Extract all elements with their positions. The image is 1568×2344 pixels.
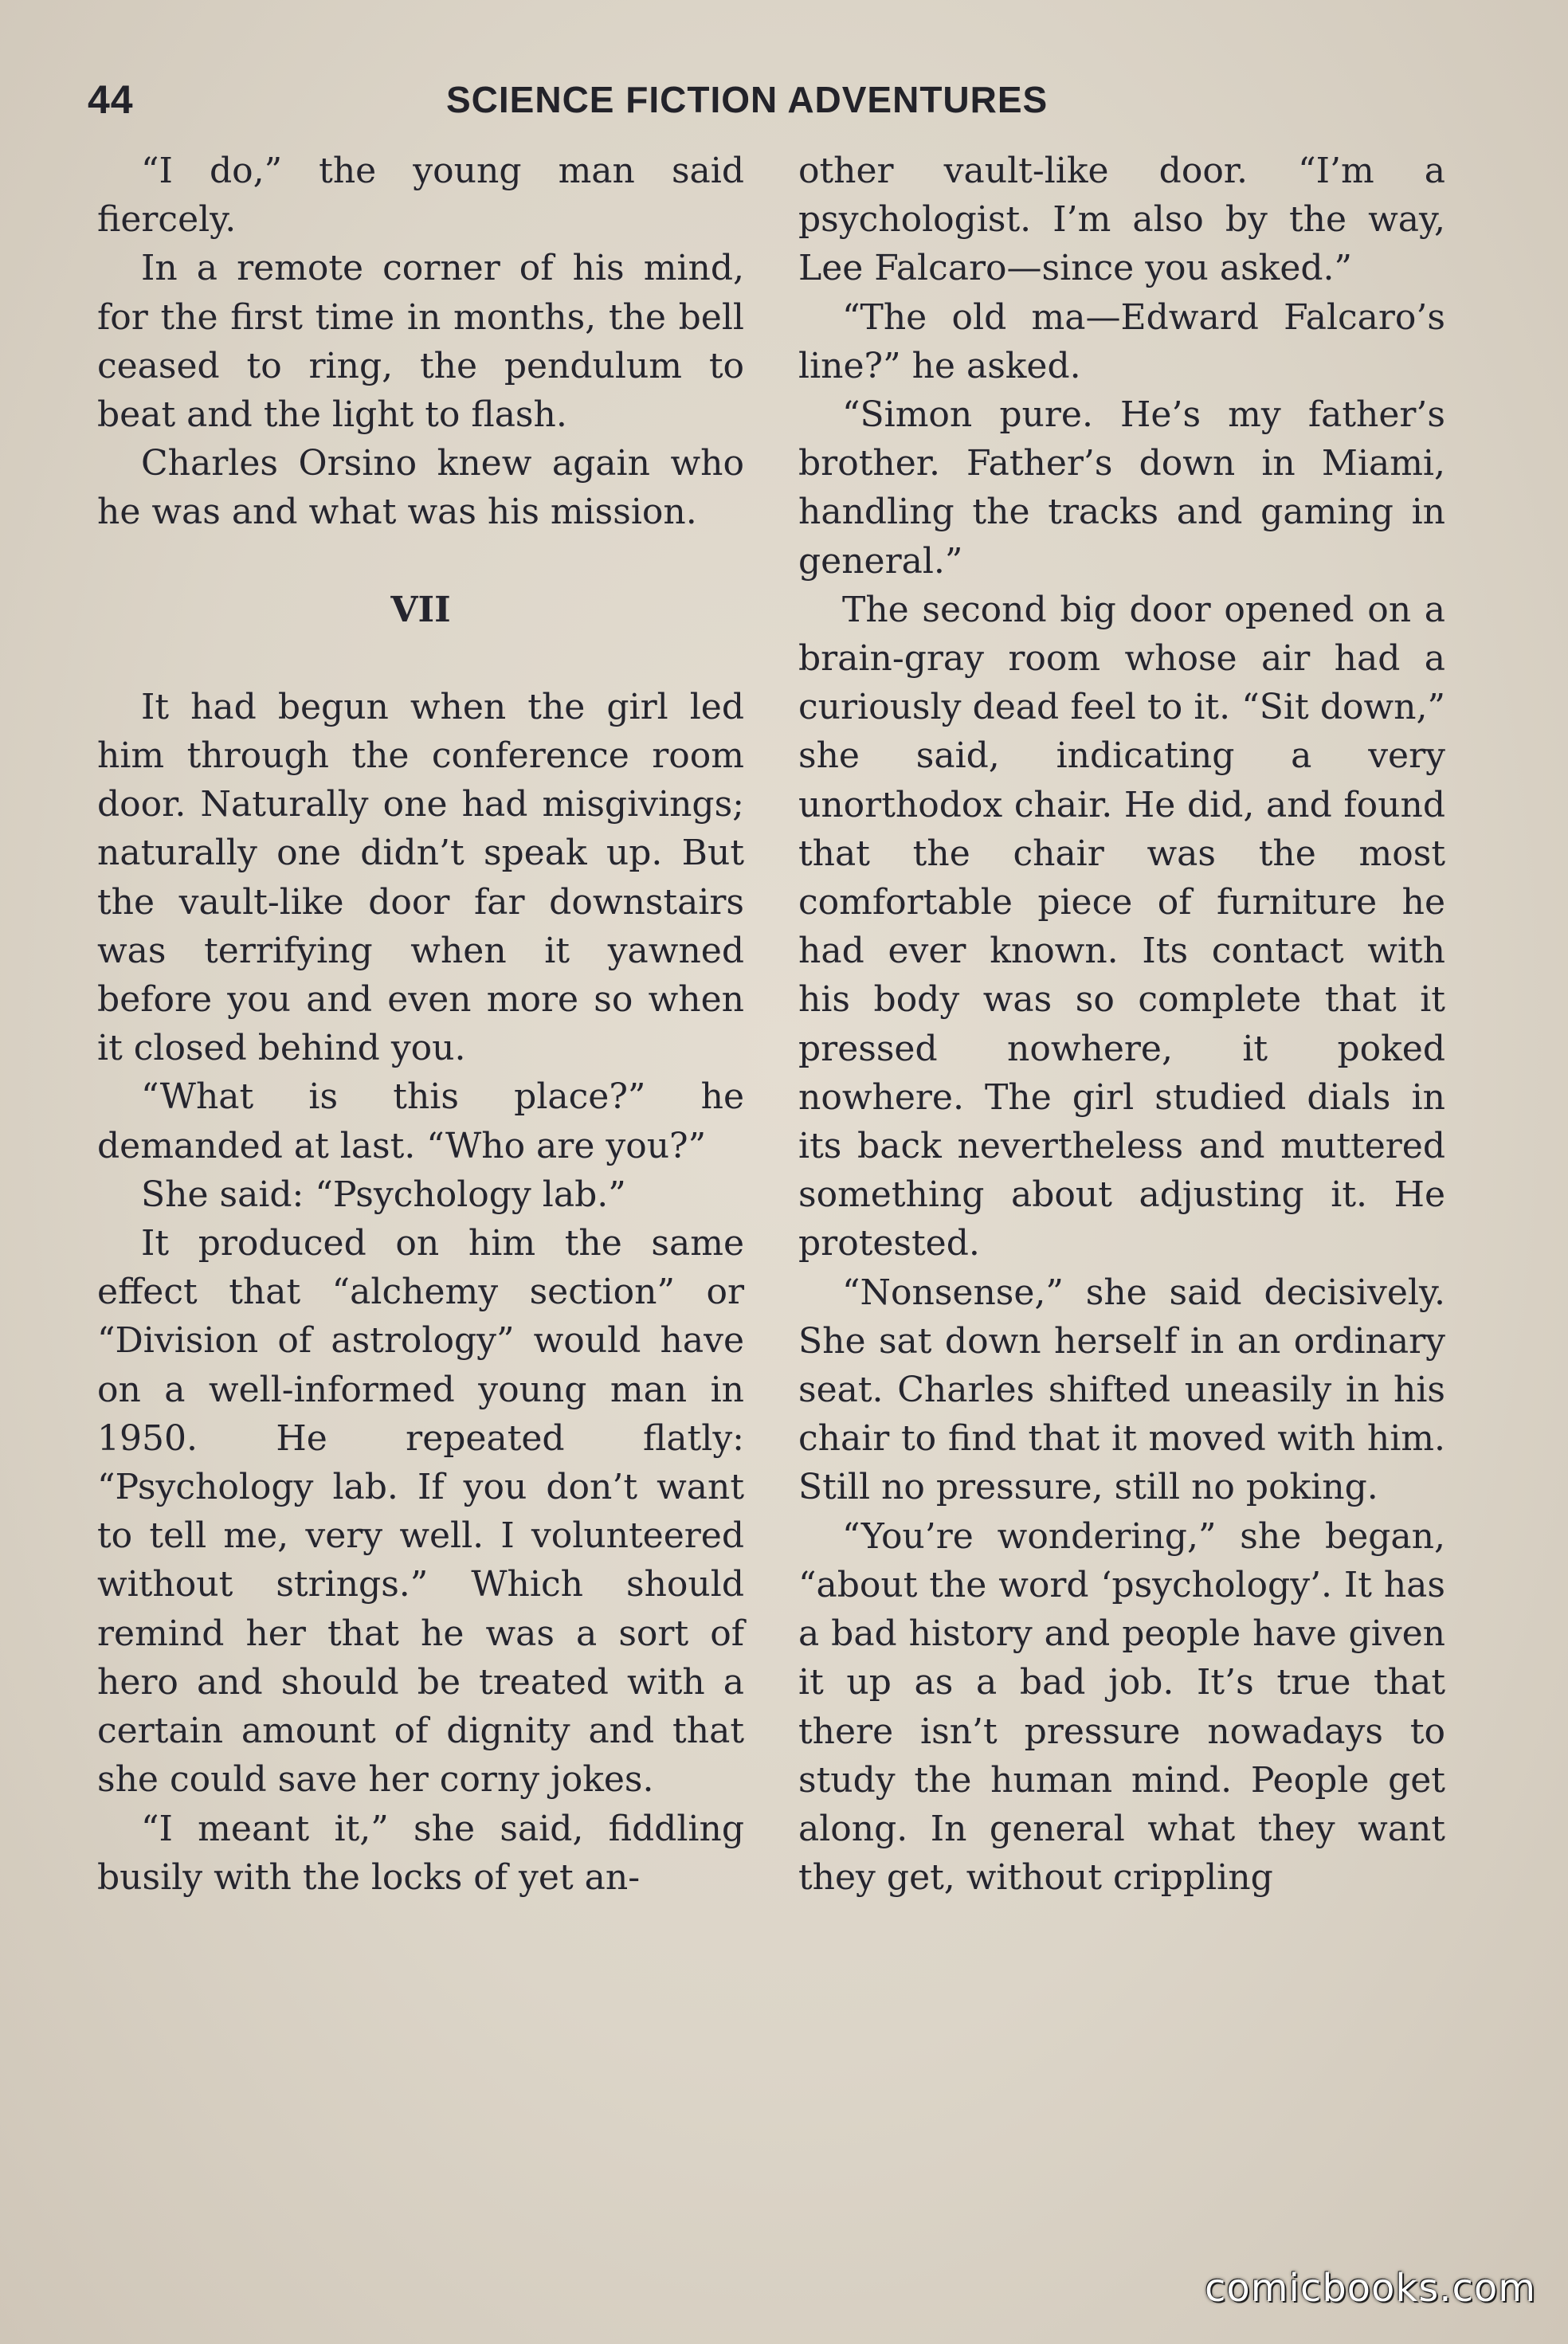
paragraph: “I meant it,” she said, fiddling busily with the locks of yet an- bbox=[97, 1808, 744, 1898]
paragraph: “Simon pure. He’s my father’s brother. Father’s down in Miami, handling the tracks and gaming in general.” bbox=[798, 394, 1445, 582]
running-title: SCIENCE FICTION ADVENTURES bbox=[446, 79, 1049, 120]
paragraph: “What is this place?” he demanded at last. “Who are you?” bbox=[97, 1076, 744, 1166]
paragraph: “The old ma—Edward Falcaro’s line?” he asked. bbox=[798, 296, 1445, 386]
chapter-heading: VII bbox=[390, 589, 451, 630]
right-column bbox=[798, 147, 1445, 1902]
page-number: 44 bbox=[88, 77, 134, 122]
paragraph: The second big door opened on a brain-gray room whose air had a curiously dead feel to it. “Sit down,” she said, indicating a very unorthodox chair. He did, and found that the chair was the most comfortable piece of furniture he had ever known. Its contact with his body was so complete that it pressed nowhere, it poked nowhere. The girl studied dials in its back nevertheless and muttered something about adjusting it. He protested. bbox=[798, 589, 1445, 1264]
paragraph: She said: “Psychology lab.” bbox=[141, 1174, 626, 1215]
page-header bbox=[88, 76, 1442, 132]
paragraph: In a remote corner of his mind, for the first time in months, the bell ceased to ring, the pendulum to beat and the light to flash. bbox=[97, 248, 744, 436]
paragraph-continued: other vault-like door. “I’m a psychologist. I’m also by the way, Lee Falcaro—since you asked.” bbox=[798, 151, 1445, 289]
paragraph: It produced on him the same effect that “alchemy section” or “Division of astrology” would have on a well-informed young man in 1950. He repeated flatly: “Psychology lab. If you don’t want to tell me, very well. I volunteered without strings.” Which should remind her that he was a sort of hero and should be treated with a certain amount of dignity and that she could save her corny jokes. bbox=[97, 1223, 744, 1801]
paragraph: “Nonsense,” she said decisively. She sat down herself in an ordinary seat. Charles shifted uneasily in his chair to find that it moved with him. Still no pressure, still no poking. bbox=[798, 1272, 1445, 1508]
left-column bbox=[97, 147, 744, 1902]
paragraph: “I do,” the young man said fiercely. bbox=[97, 151, 744, 241]
paragraph: Charles Orsino knew again who he was and what was his mission. bbox=[97, 443, 744, 533]
paragraph: “You’re wondering,” she began, “about the word ‘psychology’. It has a bad history and people have given it up as a bad job. It’s true that there isn’t pressure nowadays to study the human mind. People get along. In general what they want they get, without crippling bbox=[798, 1515, 1445, 1899]
site-watermark: comicbooks.com bbox=[1204, 2266, 1536, 2311]
paragraph: It had begun when the girl led him through the conference room door. Naturally one had misgivings; naturally one didn’t speak up. But the vault-like door far downstairs was terrifying when it yawned before you and even more so when it closed behind you. bbox=[97, 686, 744, 1069]
